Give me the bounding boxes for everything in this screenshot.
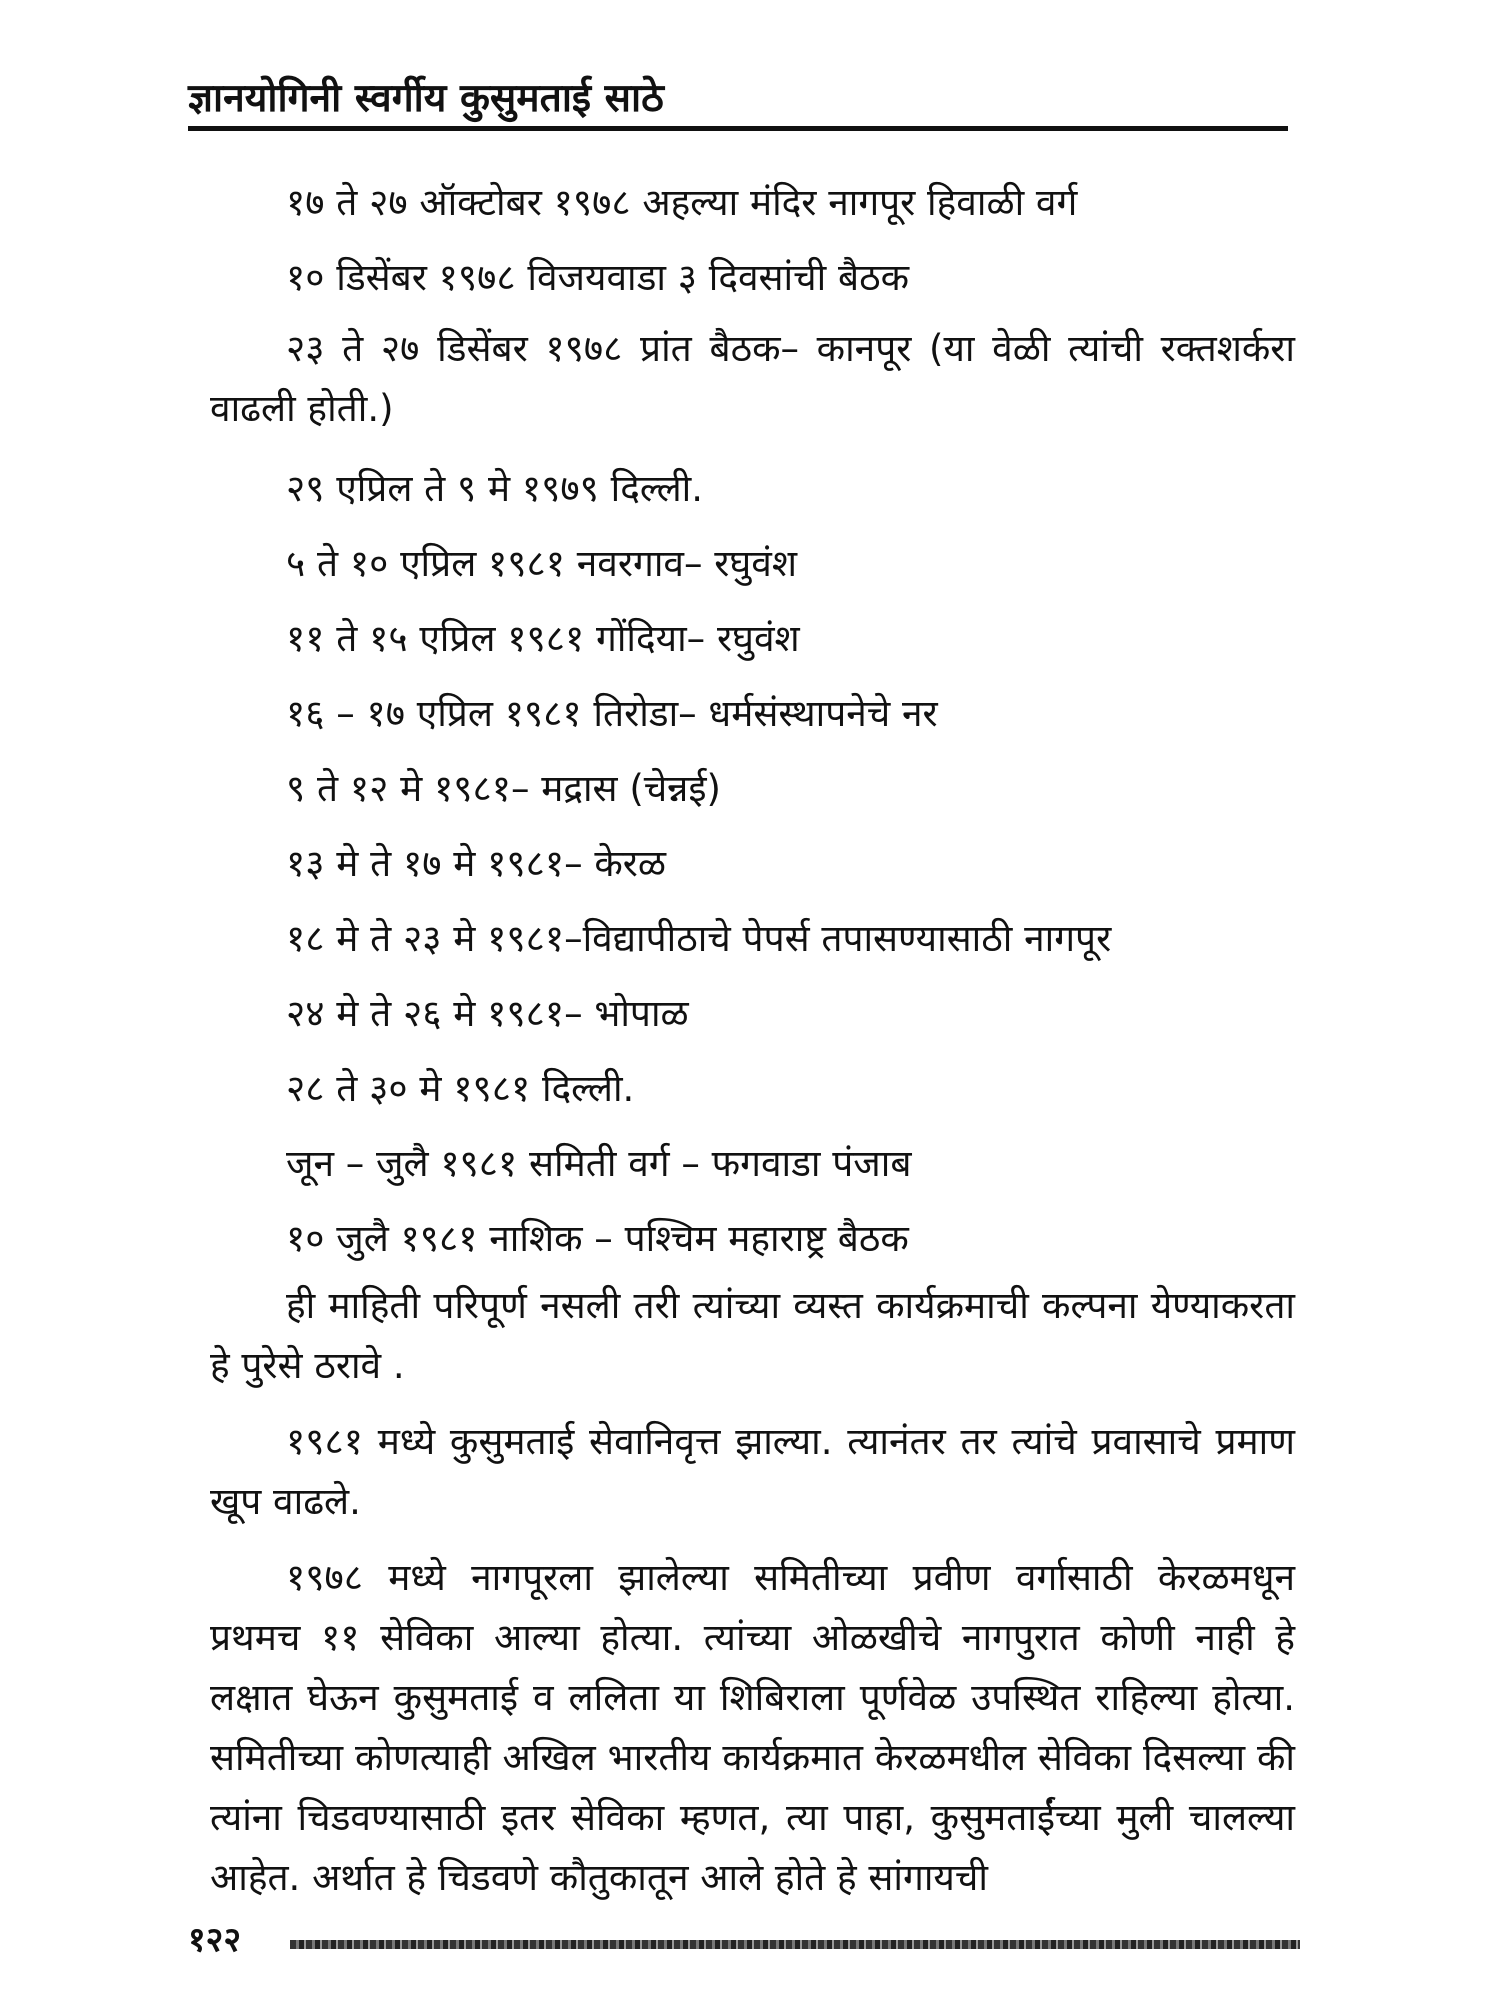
body-paragraph: १९८१ मध्ये कुसुमताई सेवानिवृत्त झाल्या. त्यानंतर तर त्यांचे प्रवासाचे प्रमाण खूप वाढले. bbox=[210, 1420, 1295, 1523]
footer-rule bbox=[290, 1940, 1300, 1949]
running-header-title: ज्ञानयोगिनी स्वर्गीय कुसुमताई साठे bbox=[188, 76, 664, 121]
schedule-entry: ५ ते १० एप्रिल १९८१ नवरगाव– रघुवंश bbox=[286, 542, 797, 585]
page-body bbox=[210, 165, 1295, 1908]
schedule-entry: २८ ते ३० मे १९८१ दिल्ली. bbox=[286, 1067, 635, 1110]
schedule-entry: १३ मे ते १७ मे १९८१– केरळ bbox=[286, 842, 666, 885]
page-number: १२२ bbox=[188, 1920, 242, 1960]
schedule-entry: २३ ते २७ डिसेंबर १९७८ प्रांत बैठक– कानपूर (या वेळी त्यांची रक्तशर्करा वाढली होती.) bbox=[210, 327, 1295, 430]
schedule-entry: १८ मे ते २३ मे १९८१–विद्यापीठाचे पेपर्स तपासण्यासाठी नागपूर bbox=[286, 917, 1112, 960]
schedule-entry: जून – जुलै १९८१ समिती वर्ग – फगवाडा पंजाब bbox=[286, 1142, 912, 1185]
body-paragraph: ही माहिती परिपूर्ण नसली तरी त्यांच्या व्यस्त कार्यक्रमाची कल्पना येण्याकरता हे पुरेसे ठरावे . bbox=[210, 1284, 1295, 1387]
schedule-entry: १७ ते २७ ऑक्टोबर १९७८ अहल्या मंदिर नागपूर हिवाळी वर्ग bbox=[286, 181, 1078, 224]
schedule-entry: १० जुलै १९८१ नाशिक – पश्चिम महाराष्ट्र बैठक bbox=[286, 1217, 909, 1260]
body-paragraph: १९७८ मध्ये नागपूरला झालेल्या समितीच्या प्रवीण वर्गासाठी केरळमधून प्रथमच ११ सेविका आल्या होत्या. त्यांच्या ओळखीचे नागपुरात कोणी नाही हे लक्षात घेऊन कुसुमताई व ललिता या शिबिराला पूर्णवेळ उपस्थित राहिल्या होत्या. समितीच्या कोणत्याही अखिल भारतीय कार्यक्रमात केरळमधील सेविका दिसल्या की त्यांना चिडवण्यासाठी इतर सेविका म्हणत, त्या पाहा, कुसुमताईंच्या मुली चालल्या आहेत. अर्थात हे चिडवणे कौतुकातून आले होते हे सांगायची bbox=[210, 1556, 1295, 1899]
schedule-entry: ९ ते १२ मे १९८१– मद्रास (चेन्नई) bbox=[286, 767, 721, 810]
schedule-entry: ११ ते १५ एप्रिल १९८१ गोंदिया– रघुवंश bbox=[286, 617, 800, 660]
header-rule bbox=[188, 126, 1288, 131]
schedule-entry: १६ – १७ एप्रिल १९८१ तिरोडा– धर्मसंस्थापनेचे नर bbox=[286, 692, 938, 735]
schedule-entry: १० डिसेंबर १९७८ विजयवाडा ३ दिवसांची बैठक bbox=[286, 256, 910, 299]
schedule-entry: २९ एप्रिल ते ९ मे १९७९ दिल्ली. bbox=[286, 467, 703, 510]
schedule-entry: २४ मे ते २६ मे १९८१– भोपाळ bbox=[286, 992, 689, 1035]
